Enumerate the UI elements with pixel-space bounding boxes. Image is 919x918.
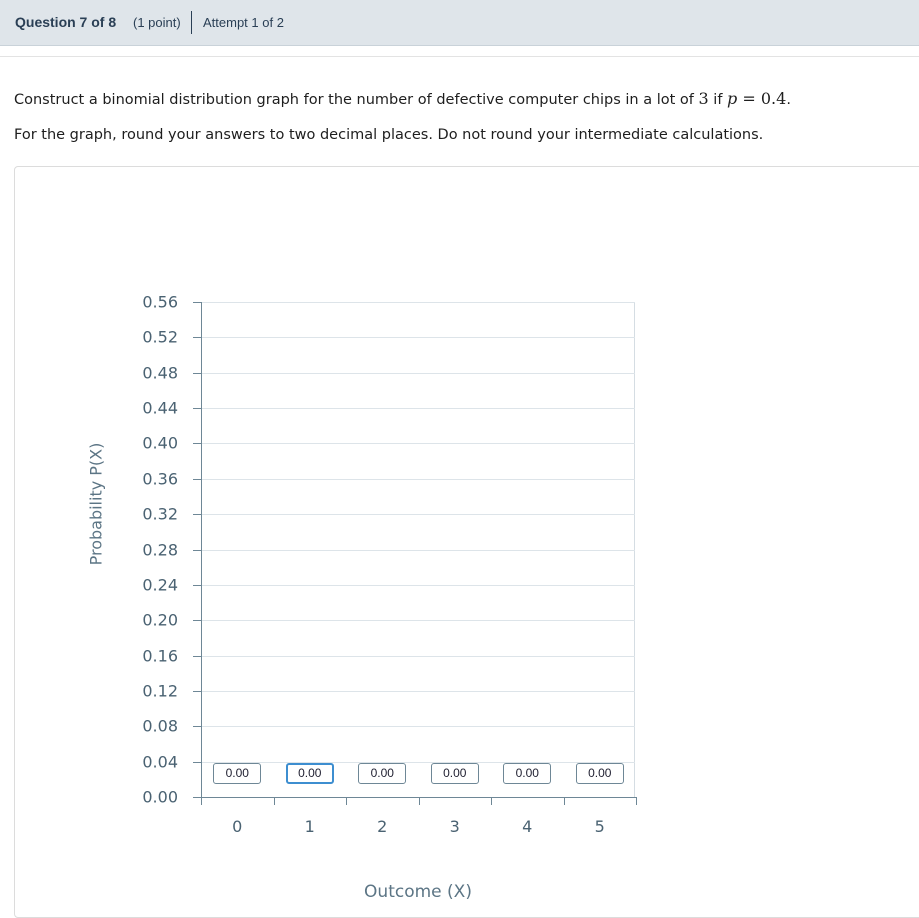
y-tick-label: 0.04 — [142, 752, 178, 772]
gridline — [201, 302, 635, 303]
x-tick-label: 2 — [377, 817, 388, 836]
x-tick-label: 1 — [304, 817, 315, 836]
gridline — [201, 656, 635, 657]
y-tick-label: 0.24 — [142, 575, 178, 595]
content-divider — [0, 56, 919, 57]
y-axis-title: Probability P(X) — [86, 442, 106, 566]
y-axis — [201, 302, 202, 798]
question-text-if: if — [708, 92, 728, 108]
y-tick-mark — [193, 479, 201, 480]
gridline — [201, 691, 635, 692]
y-tick-mark — [193, 443, 201, 444]
lot-size-value: 3 — [698, 89, 709, 108]
y-tick-mark — [193, 302, 201, 303]
x-tick-label: 3 — [449, 817, 460, 836]
gridline — [201, 443, 635, 444]
gridline — [201, 408, 635, 409]
y-tick-label: 0.12 — [142, 681, 178, 701]
y-tick-mark — [193, 620, 201, 621]
x-tick-mark — [564, 797, 565, 805]
question-header — [0, 0, 919, 46]
gridline — [201, 620, 635, 621]
y-tick-mark — [193, 726, 201, 727]
gridline — [201, 373, 635, 374]
bar-value-input[interactable]: 0.00 — [576, 763, 624, 784]
y-tick-label: 0.56 — [142, 292, 178, 312]
y-tick-label: 0.28 — [142, 540, 178, 560]
question-text — [14, 89, 791, 108]
y-tick-mark — [193, 762, 201, 763]
y-tick-mark — [193, 656, 201, 657]
y-tick-mark — [193, 797, 201, 798]
gridline — [201, 479, 635, 480]
bar-value-input[interactable]: 0.00 — [213, 763, 261, 784]
gridline — [201, 514, 635, 515]
y-tick-label: 0.36 — [142, 469, 178, 489]
y-tick-label: 0.20 — [142, 610, 178, 630]
y-tick-mark — [193, 585, 201, 586]
question-points: (1 point) — [133, 15, 181, 30]
question-period: . — [786, 92, 791, 108]
x-tick-label: 5 — [594, 817, 605, 836]
y-tick-mark — [193, 550, 201, 551]
x-tick-mark — [346, 797, 347, 805]
bar-value-input[interactable]: 0.00 — [286, 763, 334, 784]
gridline — [201, 726, 635, 727]
gridline — [201, 585, 635, 586]
x-axis — [201, 797, 636, 798]
probability-expression — [727, 89, 786, 108]
x-axis-title: Outcome (X) — [364, 882, 472, 902]
bar-value-input[interactable]: 0.00 — [503, 763, 551, 784]
y-tick-label: 0.08 — [142, 716, 178, 736]
y-tick-mark — [193, 337, 201, 338]
gridline — [201, 337, 635, 338]
y-tick-mark — [193, 373, 201, 374]
gridline — [201, 762, 635, 763]
y-tick-label: 0.48 — [142, 363, 178, 383]
question-text-prefix: Construct a binomial distribution graph for the number of defective computer chips in a lot of — [14, 92, 699, 108]
gridline — [201, 550, 635, 551]
y-tick-label: 0.52 — [142, 327, 178, 347]
question-number: Question 7 of 8 — [15, 14, 117, 30]
p-value: = 0.4 — [737, 89, 787, 108]
y-tick-mark — [193, 514, 201, 515]
y-tick-label: 0.44 — [142, 398, 178, 418]
y-tick-mark — [193, 691, 201, 692]
bar-value-input[interactable]: 0.00 — [431, 763, 479, 784]
y-tick-mark — [193, 408, 201, 409]
x-tick-label: 0 — [232, 817, 243, 836]
y-tick-label: 0.40 — [142, 433, 178, 453]
header-divider — [191, 11, 192, 34]
rounding-instruction: For the graph, round your answers to two decimal places. Do not round your intermediate calculations. — [14, 127, 764, 143]
y-tick-label: 0.16 — [142, 646, 178, 666]
x-tick-mark — [419, 797, 420, 805]
x-tick-label: 4 — [522, 817, 533, 836]
x-tick-mark — [491, 797, 492, 805]
bar-value-input[interactable]: 0.00 — [358, 763, 406, 784]
y-tick-label: 0.00 — [142, 787, 178, 807]
y-tick-label: 0.32 — [142, 504, 178, 524]
x-tick-mark — [274, 797, 275, 805]
x-tick-mark — [201, 797, 202, 805]
x-tick-mark — [636, 797, 637, 805]
attempt-counter: Attempt 1 of 2 — [203, 15, 284, 30]
p-symbol: p — [727, 89, 738, 108]
